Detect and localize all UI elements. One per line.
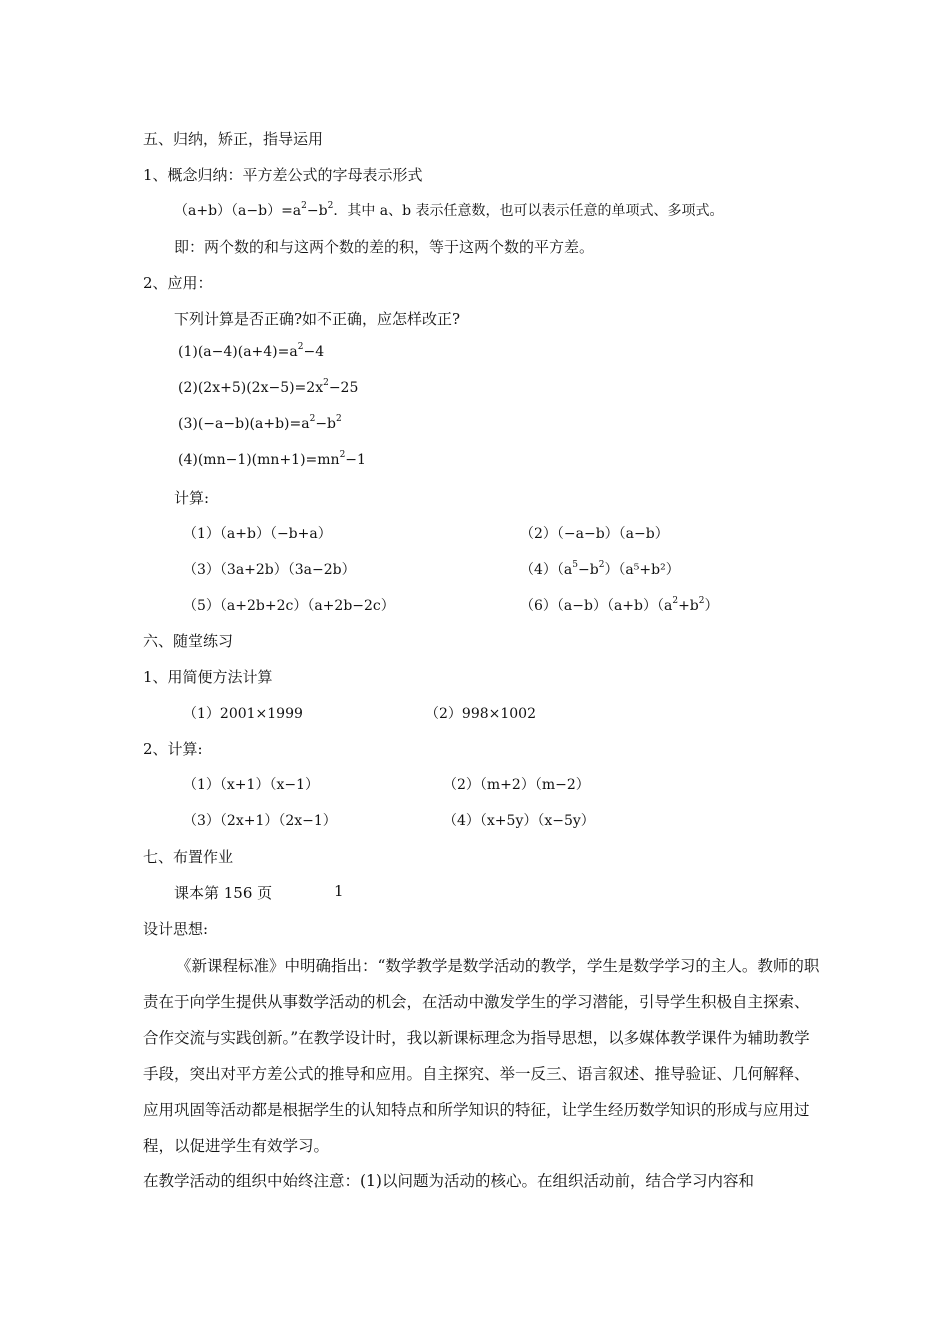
practice-item-1: （1）（x+1）（x−1） — [183, 777, 319, 793]
formula-words: 即：两个数的和与这两个数的差的积，等于这两个数的平方差。 — [174, 238, 595, 256]
compute-item-4-part-c: ）（a⁵+b²） — [604, 562, 680, 578]
check-item-1-part-e1: 2 — [297, 342, 304, 353]
section7-heading: 七、布置作业 — [143, 848, 234, 866]
simple-item-1: （1）2001×1999 — [183, 706, 303, 722]
practice-compute-title: 2、计算: — [143, 740, 203, 758]
check-item-3-part-b: −b — [315, 416, 337, 432]
concept-title: 1、概念归纳：平方差公式的字母表示形式 — [143, 166, 423, 184]
design-text — [143, 948, 823, 1198]
compute-item-2-part-a: （2）（−a−b）（a−b） — [520, 526, 669, 542]
check-item-3-part-a: (3)(−a−b)(a+b)=a — [178, 416, 310, 432]
compute-item-6-part-c: ） — [704, 598, 719, 614]
practice-item-3: （3）（2x+1）（2x−1） — [183, 813, 337, 829]
formula-exp2: 2 — [327, 201, 334, 212]
check-item-3-part-e2: 2 — [336, 414, 342, 425]
compute-item-4-part-a: （4）（a — [520, 562, 573, 578]
design-title: 设计思想: — [143, 920, 209, 938]
check-item-4-part-a: (4)(mn−1)(mn+1)=mn — [178, 452, 340, 468]
check-item-4-part-b: −1 — [345, 452, 366, 468]
simple-method-title: 1、用简便方法计算 — [143, 668, 273, 686]
check-item-4 — [178, 452, 366, 468]
compute-item-1-part-a: （1）（a+b）（−b+a） — [183, 526, 332, 542]
formula-line — [174, 200, 724, 220]
compute-item-6 — [520, 595, 719, 615]
check-item-2-part-a: (2)(2x+5)(2x−5)=2x — [178, 380, 324, 396]
check-item-3-part-e1: 2 — [309, 414, 316, 425]
design-paragraph-1: 《新课程标准》中明确指出：“数学教学是数学活动的教学，学生是数学学习的主人。教师的职责在于向学生提供从事数学活动的机会，在活动中激发学生的学习潜能，引导学生积极自主探索、合作交流与实践创新。”在教学设计时，我以新课标理念为指导思想，以多媒体教学课件为辅助教学手段，突出对平方差公式的推导和应用。自主探究、举一反三、语言叙述、推导验证、几何解释、应用巩固等活动都是根据学生的认知特点和所学知识的特征，让学生经历数学知识的形成与应用过程，以促进学生有效学习。 — [143, 957, 820, 1155]
formula-suffix: ．其中 a、b 表示任意数，也可以表示任意的单项式、多项式。 — [333, 203, 724, 219]
check-item-1-part-b: −4 — [303, 344, 325, 360]
compute-item-5-part-a: （5）（a+2b+2c）（a+2b−2c） — [183, 598, 395, 614]
compute-item-5 — [183, 595, 395, 615]
homework-number: 1 — [334, 882, 344, 900]
compute-item-4-part-e2: 2 — [598, 560, 605, 571]
formula-prefix: （a+b）（a−b）=a — [174, 203, 302, 219]
homework-page: 课本第 156 页 — [174, 884, 273, 902]
section6-heading: 六、随堂练习 — [143, 632, 234, 650]
check-item-2-part-e1: 2 — [323, 378, 329, 389]
compute-item-4 — [520, 559, 680, 579]
compute-item-6-part-b: +b — [678, 598, 699, 614]
simple-item-2: （2）998×1002 — [425, 706, 536, 722]
section5-heading: 五、归纳，矫正，指导运用 — [143, 130, 324, 148]
check-item-2-part-b: −25 — [328, 380, 359, 396]
compute-item-4-part-e1: 5 — [572, 560, 578, 571]
compute-item-3-part-a: （3）（3a+2b）（3a−2b） — [183, 562, 356, 578]
compute-item-6-part-e1: 2 — [672, 596, 679, 607]
formula-exp1: 2 — [301, 201, 307, 212]
compute-item-4-part-b: −b — [578, 562, 599, 578]
compute-item-6-part-a: （6）（a−b）（a+b）（a — [520, 598, 673, 614]
design-paragraph-2: 在教学活动的组织中始终注意：(1)以问题为活动的核心。在组织活动前，结合学习内容和 — [143, 1172, 754, 1190]
check-item-1 — [178, 344, 324, 360]
compute-item-3 — [183, 559, 356, 579]
check-item-4-part-e1: 2 — [339, 450, 346, 461]
check-item-1-part-a: (1)(a−4)(a+4)=a — [178, 344, 298, 360]
compute-item-6-part-e2: 2 — [698, 596, 705, 607]
compute-label: 计算: — [174, 489, 210, 507]
practice-item-4: （4）（x+5y）（x−5y） — [443, 813, 595, 829]
formula-mid: −b — [306, 203, 328, 219]
compute-item-1 — [183, 523, 332, 543]
compute-item-2 — [520, 523, 669, 543]
question-text: 下列计算是否正确?如不正确，应怎样改正? — [174, 310, 461, 328]
check-item-3 — [178, 416, 342, 432]
practice-item-2: （2）（m+2）（m−2） — [443, 777, 590, 793]
application-title: 2、应用： — [143, 274, 213, 292]
check-item-2 — [178, 380, 358, 396]
